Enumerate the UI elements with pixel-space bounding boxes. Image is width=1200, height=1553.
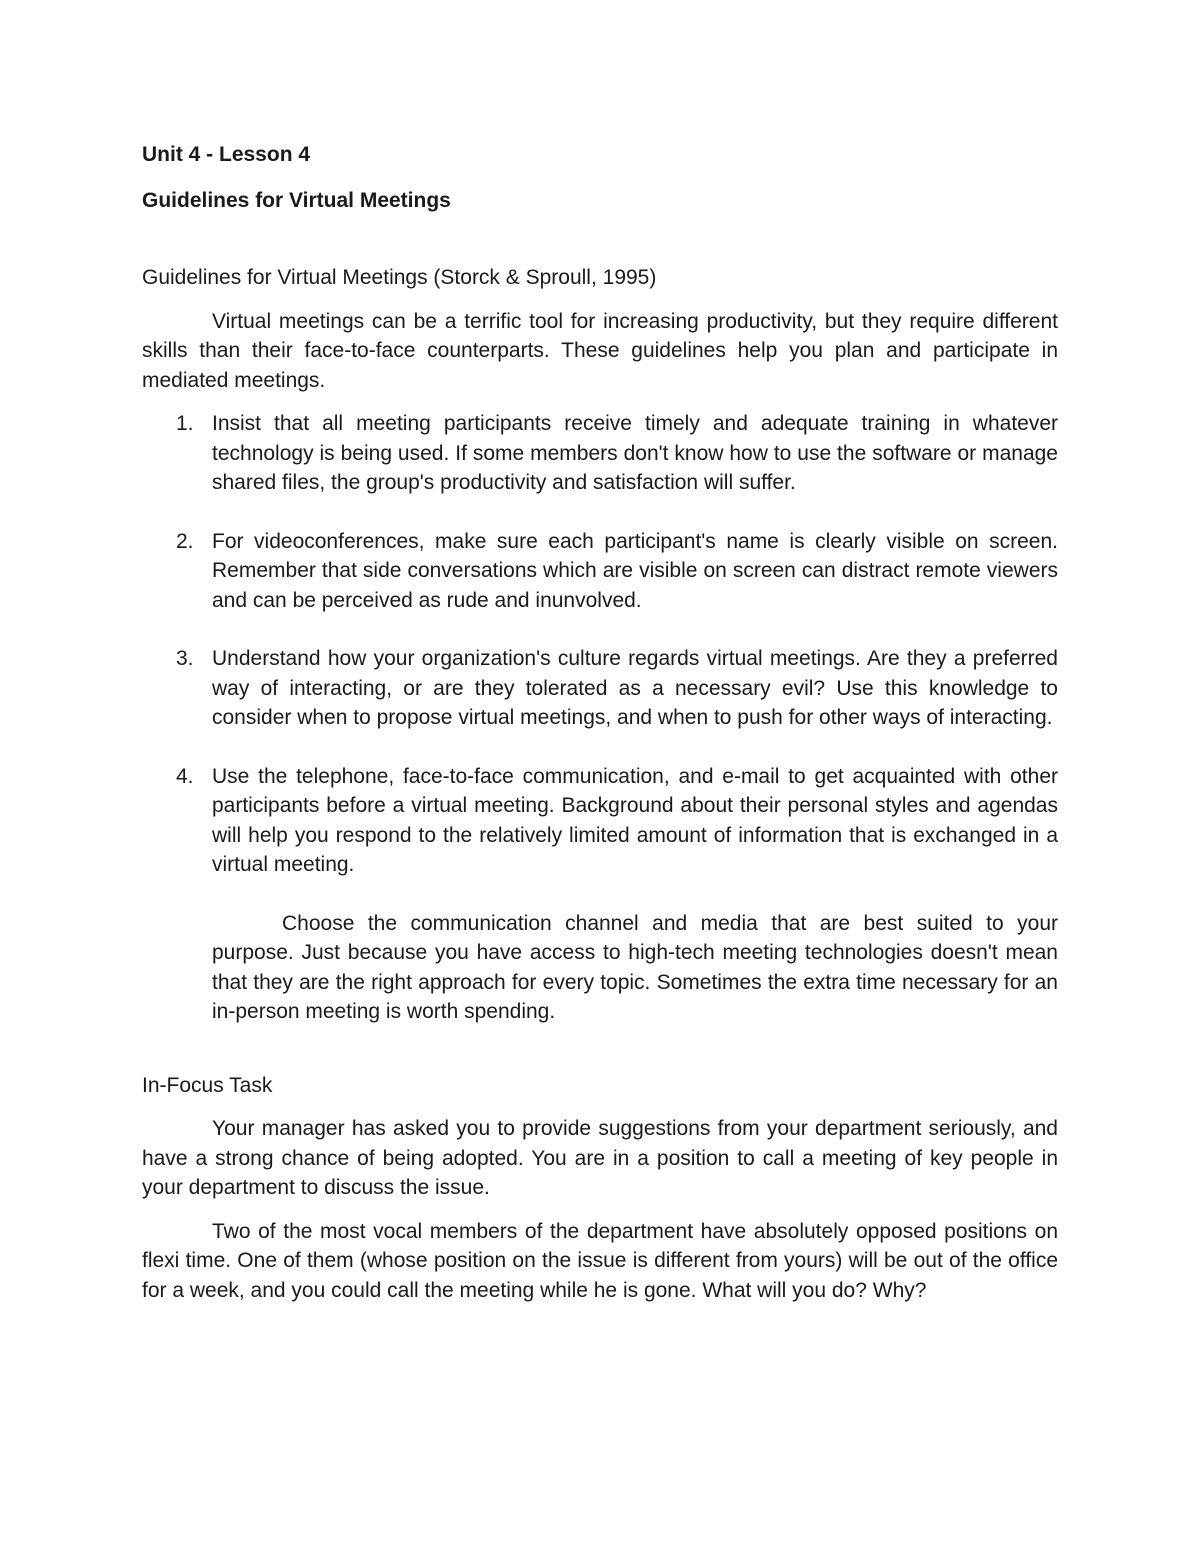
list-item-text: Insist that all meeting participants receive timely and adequate training in whatever technology is being used. If some members don't know how to use the software or manage shared files, the group's productivity and satisfaction will suffer. bbox=[212, 412, 1058, 494]
intro-paragraph: Virtual meetings can be a terrific tool for increasing productivity, but they require different skills than their face-to-face counterparts. These guidelines help you plan and participate in mediated meetings. bbox=[142, 309, 1058, 392]
closing-paragraph: Choose the communication channel and media that are best suited to your purpose. Just because you have access to high-tech meeting technologies doesn't mean that they are the right approach for every topic. Sometimes the extra time necessary for an in-person meeting is worth spending. bbox=[212, 911, 1058, 1023]
unit-title: Unit 4 - Lesson 4 bbox=[142, 143, 311, 166]
document-page bbox=[142, 140, 1058, 1319]
list-item-text: For videoconferences, make sure each participant's name is clearly visible on screen. Remember that side conversations which are visible on screen can distract remote viewers and can be perceived as rude and inunvolved. bbox=[212, 529, 1058, 612]
list-item-text: Understand how your organization's culture regards virtual meetings. Are they a preferred way of interacting, or are they tolerated as a necessary evil? Use this knowledge to consider when to propose virtual meetings, and when to push for other ways of interacting. bbox=[212, 647, 1058, 729]
list-item-text: Use the telephone, face-to-face communication, and e-mail to get acquainted with other participants before a virtual meeting. Background about their personal styles and agendas will help you respond to the relatively limited amount of information that is exchanged in a virtual meeting. bbox=[212, 764, 1058, 876]
list-item bbox=[142, 644, 1058, 733]
task-heading: In-Focus Task bbox=[142, 1073, 273, 1097]
list-item bbox=[142, 409, 1058, 498]
list-item-number: 3. bbox=[176, 647, 194, 670]
lesson-title: Guidelines for Virtual Meetings bbox=[142, 188, 451, 212]
list-item bbox=[142, 527, 1058, 616]
task-paragraph: Your manager has asked you to provide suggestions from your department seriously, and have a strong chance of being adopted. You are in a position to call a meeting of key people in your department to discuss the issue. bbox=[142, 1117, 1058, 1199]
task-paragraph: Two of the most vocal members of the department have absolutely opposed positions on flexi time. One of them (whose position on the issue is different from yours) will be out of the office for a week, and you could call the meeting while he is gone. What will you do? Why? bbox=[142, 1219, 1058, 1302]
list-item bbox=[142, 762, 1058, 880]
list-item-number: 1. bbox=[176, 412, 194, 435]
list-item-number: 4. bbox=[176, 764, 194, 788]
guidelines-list bbox=[142, 409, 1058, 880]
section-heading: Guidelines for Virtual Meetings (Storck & Sproull, 1995) bbox=[142, 266, 657, 289]
list-item-number: 2. bbox=[176, 529, 194, 553]
